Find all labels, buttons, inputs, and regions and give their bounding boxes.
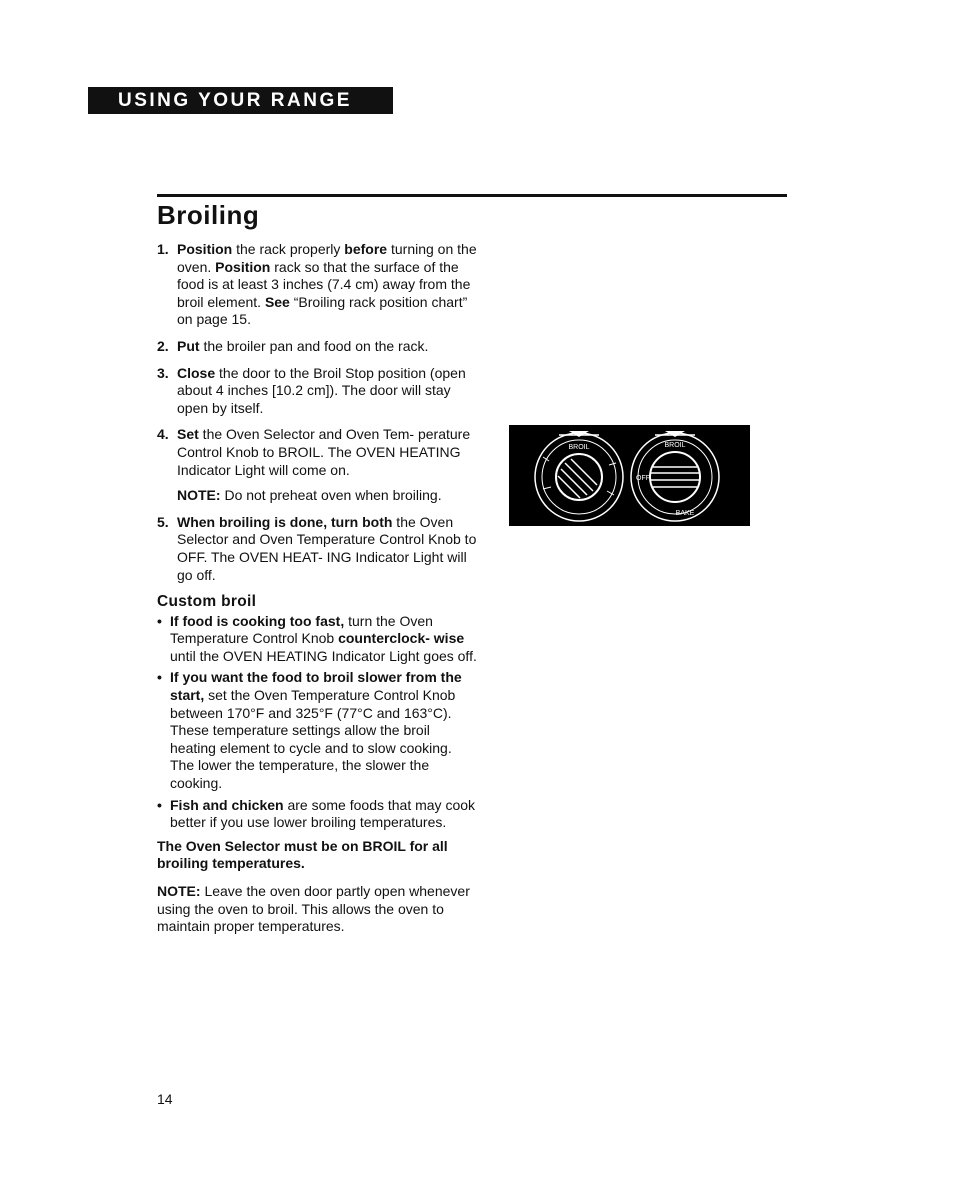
- step-number: 3.: [157, 364, 169, 381]
- list-item: • If you want the food to broil slower from the start, set the Oven Temperature Control Knob between 170°F and 325°F (77°C and 163°C). These temperature settings allow the broil heating element to cycle and to slow cooking. The lower the temperature, the slower the cooking.: [157, 669, 477, 792]
- knob-label: OFF: [636, 475, 650, 482]
- knob-label: BAKE: [675, 510, 695, 517]
- oven-selector-knob-icon: [535, 431, 623, 521]
- oven-knobs-svg: [509, 425, 750, 526]
- custom-broil-heading: Custom broil: [157, 593, 257, 611]
- title-rule: [157, 194, 787, 197]
- page-title: Broiling: [157, 200, 260, 230]
- main-column: [157, 241, 477, 936]
- list-item: • If food is cooking too fast, turn the Oven Temperature Control Knob counterclock- wise until the OVEN HEATING Indicator Light goes off.: [157, 613, 477, 666]
- door-note: NOTE: Leave the oven door partly open whenever using the oven to broil. This allows the oven to maintain proper temperatures.: [157, 883, 470, 935]
- knob-label: BROIL: [664, 442, 686, 449]
- section-banner: USING YOUR RANGE: [88, 87, 393, 114]
- list-item: • Fish and chicken are some foods that may cook better if you use lower broiling temperatures.: [157, 797, 477, 832]
- step-item: 4. Set the Oven Selector and Oven Tem- perature Control Knob to BROIL. The OVEN HEATING Indicator Light will come on. NOTE: Do not preheat oven when broiling.: [157, 426, 477, 504]
- custom-broil-list: [157, 613, 477, 832]
- knob-illustration: [509, 425, 750, 526]
- steps-list: [157, 241, 477, 584]
- selector-warning: The Oven Selector must be on BROIL for all broiling temperatures.: [157, 837, 448, 872]
- step-item: 2. Put the broiler pan and food on the rack.: [157, 337, 429, 354]
- step-number: 5.: [157, 513, 169, 530]
- knob-label: BROIL: [568, 444, 590, 451]
- step-item: 1. Position the rack properly before turning on the oven. Position rack so that the surface of the food is at least 3 inches (7.4 cm) away from the broil element. See “Broiling rack position chart” on page 15.: [157, 241, 477, 328]
- page-number: 14: [157, 1091, 173, 1107]
- step-number: 4.: [157, 426, 169, 443]
- step-item: 5. When broiling is done, turn both the Oven Selector and Oven Temperature Control Knob to OFF. The OVEN HEAT- ING Indicator Light will go off.: [157, 513, 477, 583]
- step-note: NOTE: Do not preheat oven when broiling.: [177, 487, 442, 504]
- oven-temperature-knob-icon: [631, 431, 719, 521]
- step-item: 3. Close the door to the Broil Stop position (open about 4 inches [10.2 cm]). The door will stay open by itself.: [157, 364, 466, 416]
- step-number: 1.: [157, 241, 169, 257]
- step-number: 2.: [157, 337, 169, 354]
